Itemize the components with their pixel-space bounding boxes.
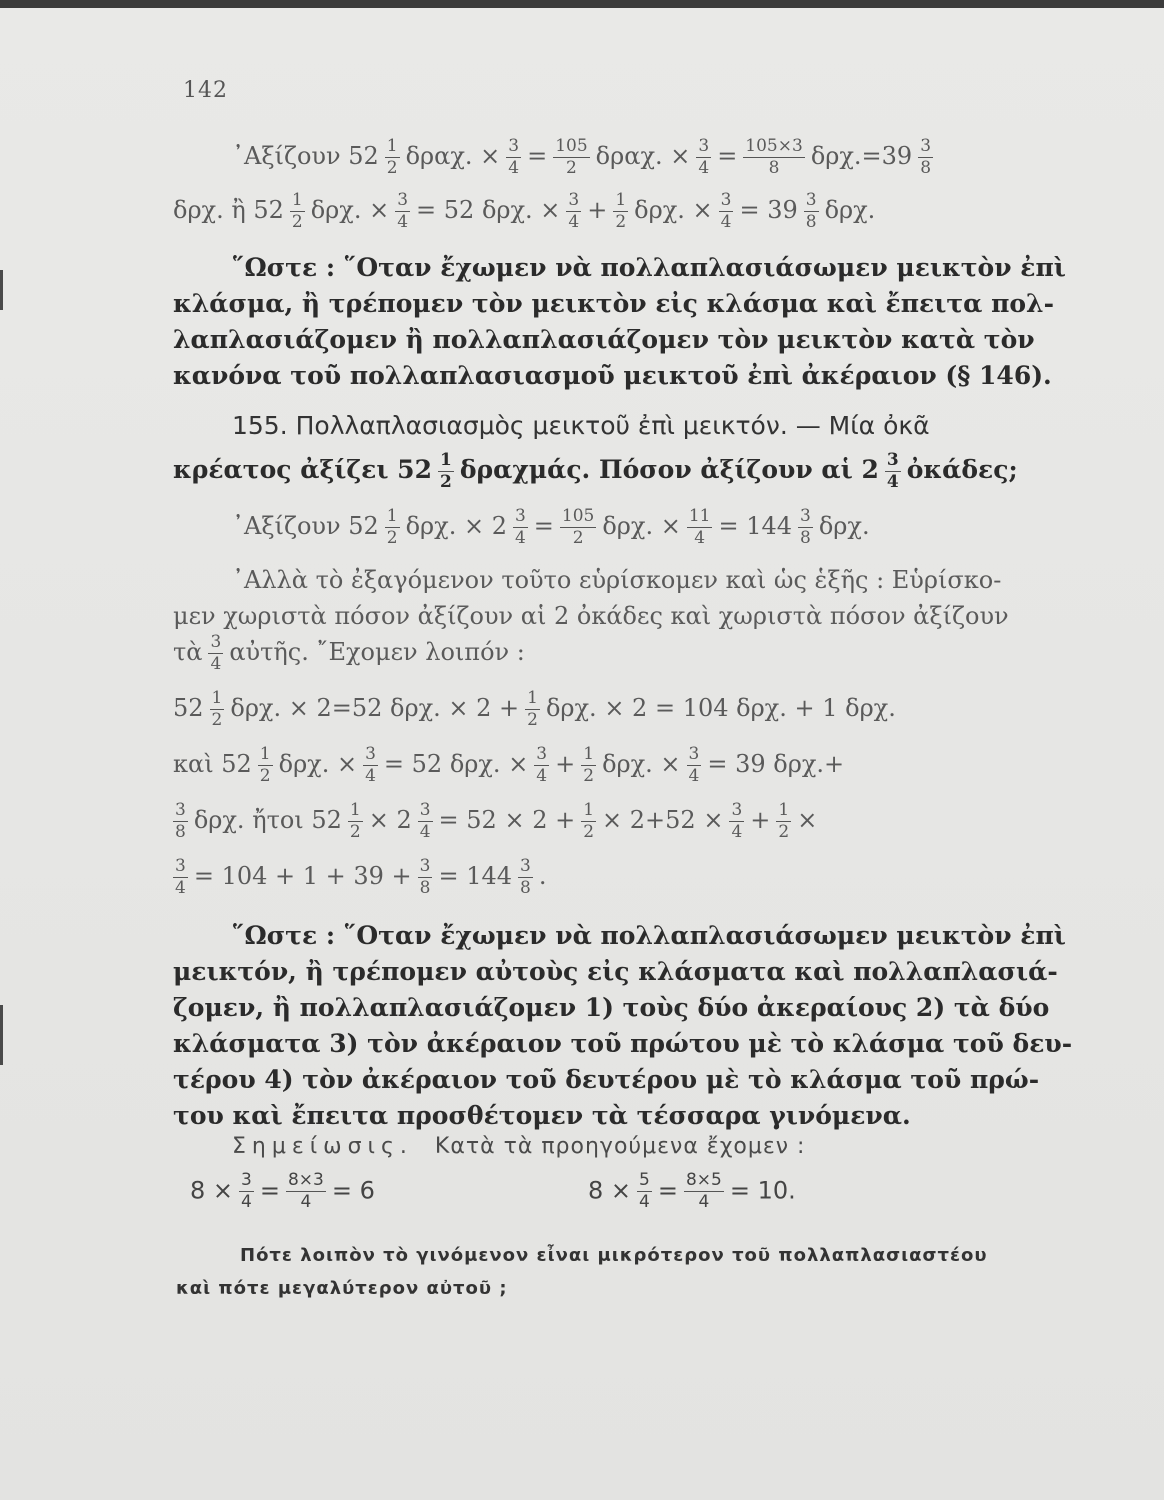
section155-solution: ᾿Αξίζουν 52 $\frac{1}{2}$ δρχ. × 2 $\frac{3}{4}$ = $\frac{105}{2}$ δρχ. × $\frac{11}{4}$ = 144 $\frac{3}{8}$ δρχ. (232, 506, 870, 548)
section155-para: μεν χωριστὰ πόσον ἀξίζουν αἱ 2 ὀκάδες καὶ χωριστὰ πόσον ἀξίζουν (173, 602, 1009, 630)
question-line: Πότε λοιπὸν τὸ γινόμενον εἶναι μικρότερον τοῦ πολλαπλασιαστέου (240, 1245, 988, 1266)
section-heading: 155. Πολλαπλασιασμὸς μεικτοῦ ἐπὶ μεικτόν. — Μία ὀκᾶ (232, 411, 930, 440)
calc-line-4: $\frac{3}{4}$ = 104 + 1 + 39 + $\frac{3}{8}$ = 144 $\frac{3}{8}$ . (175, 856, 547, 898)
scan-left-mark (0, 1005, 3, 1065)
section155-problem: κρέατος ἀξίζει 52 $\frac{1}{2}$ δραχμάς. Πόσον ἀξίζουν αἱ 2 $\frac{3}{4}$ ὀκάδες; (173, 450, 1018, 492)
note-label: Σημείωσις. (232, 1134, 413, 1159)
rule2-line: μεικτόν, ἢ τρέπομεν αὐτοὺς εἰς κλάσματα καὶ πολλαπλασιά- (173, 957, 1058, 986)
rule2-line: του καὶ ἔπειτα προσθέτομεν τὰ τέσσαρα γινόμενα. (173, 1101, 911, 1130)
scan-top-edge (0, 0, 1164, 8)
rule2-line: τέρου 4) τὸν ἀκέραιον τοῦ δευτέρου μὲ τὸ κλάσμα τοῦ πρώ- (173, 1065, 1040, 1094)
section155-para-last: τὰ $\frac{3}{4}$ αὐτῆς. ῎Εχομεν λοιπόν : (173, 632, 525, 674)
rule2-line: κλάσματα 3) τὸν ἀκέραιον τοῦ πρώτου μὲ τὸ κλάσμα τοῦ δευ- (173, 1029, 1073, 1058)
page-number: 142 (183, 78, 228, 103)
section155-para: ᾿Αλλὰ τὸ ἐξαγόμενον τοῦτο εὑρίσκομεν καὶ ὡς ἑξῆς : Εὑρίσκο- (232, 566, 1002, 594)
example1-line1: ᾿Αξίζουν 52 $\frac{1}{2}$ δραχ. × $\frac{3}{4}$ = $\frac{105}{2}$ δραχ. × $\frac{3}{4}$ = $\frac{105\times 3}{8}$ δρχ.=39 $\frac{3}{8}$ (232, 136, 932, 178)
note-equation-2: 8 × $\frac{5}{4}$ = $\frac{8\times 5}{4}$ = 10. (588, 1170, 796, 1212)
rule1-line: ῞Ωστε : ῞Οταν ἔχωμεν νὰ πολλαπλασιάσωμεν μεικτὸν ἐπὶ (232, 253, 1066, 282)
rule1-line: κανόνα τοῦ πολλαπλασιασμοῦ μεικτοῦ ἐπὶ ἀκέραιον (§ 146). (173, 361, 1052, 390)
note-equation-1: 8 × $\frac{3}{4}$ = $\frac{8\times 3}{4}$ = 6 (190, 1170, 375, 1212)
calc-line-2: καὶ 52 $\frac{1}{2}$ δρχ. × $\frac{3}{4}$ = 52 δρχ. × $\frac{3}{4}$ + $\frac{1}{2}$ δρχ. × $\frac{3}{4}$ = 39 δρχ.+ (173, 744, 845, 786)
scan-left-mark (0, 270, 3, 310)
note-line (232, 1134, 805, 1159)
calc-line-1: 52 $\frac{1}{2}$ δρχ. × 2=52 δρχ. × 2 + $\frac{1}{2}$ δρχ. × 2 = 104 δρχ. + 1 δρχ. (173, 688, 896, 730)
calc-line-3: $\frac{3}{8}$ δρχ. ἤτοι 52 $\frac{1}{2}$ × 2 $\frac{3}{4}$ = 52 × 2 + $\frac{1}{2}$ × 2+52 × $\frac{3}{4}$ + $\frac{1}{2}$ × (175, 800, 818, 842)
rule1-line: κλάσμα, ἢ τρέπομεν τὸν μεικτὸν εἰς κλάσμα καὶ ἔπειτα πολ- (173, 289, 1054, 318)
rule1-line: λαπλασιάζομεν ἢ πολλαπλασιάζομεν τὸν μεικτὸν κατὰ τὸν (173, 325, 1035, 354)
note-text: Κατὰ τὰ προηγούμενα ἔχομεν : (434, 1134, 806, 1159)
rule2-line: ῞Ωστε : ῞Οταν ἔχωμεν νὰ πολλαπλασιάσωμεν μεικτὸν ἐπὶ (232, 921, 1066, 950)
example1-line2: δρχ. ἢ 52 $\frac{1}{2}$ δρχ. × $\frac{3}{4}$ = 52 δρχ. × $\frac{3}{4}$ + $\frac{1}{2}$ δρχ. × $\frac{3}{4}$ = 39 $\frac{3}{8}$ δρχ. (173, 190, 876, 232)
question-line: καὶ πότε μεγαλύτερον αὐτοῦ ; (176, 1278, 508, 1299)
rule2-line: ζομεν, ἢ πολλαπλασιάζομεν 1) τοὺς δύο ἀκεραίους 2) τὰ δύο (173, 993, 1050, 1022)
